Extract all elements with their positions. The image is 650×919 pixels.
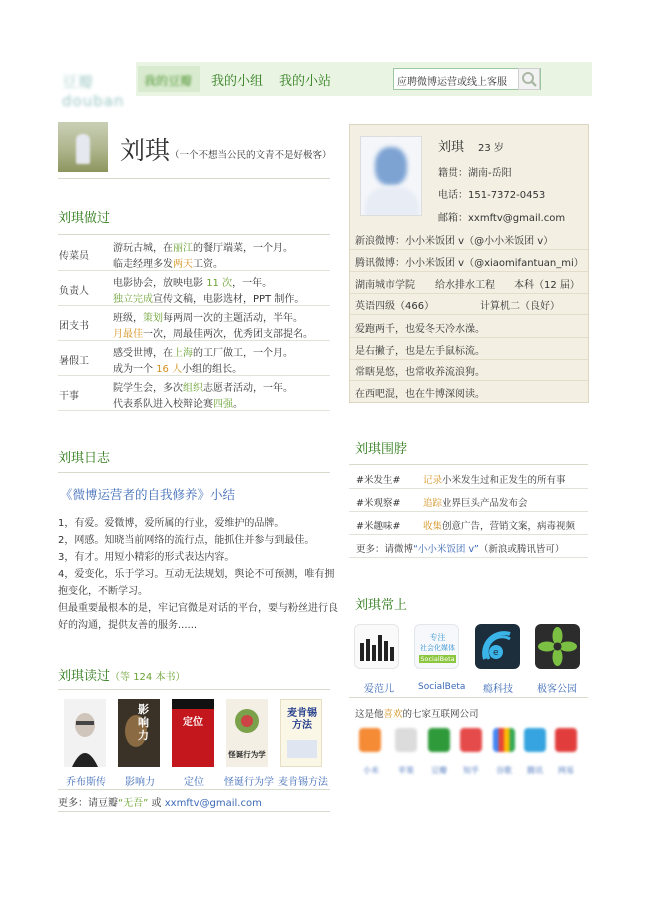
nav-my-group[interactable]: 我的小组 (211, 74, 264, 89)
profile-motto: （一个不想当公民的文青不是好极客） (170, 150, 332, 161)
card-school: 湖南城市学院 (355, 280, 415, 291)
blog-text-line: 1，有爱。爱微博，爱所属的行业，爱维护的品牌。 (58, 518, 285, 529)
card-sina-weibo: 新浪微博：小小米饭团 v（@小小米饭团 v） (355, 236, 554, 247)
experience-row: 传菜员 游玩古城，在丽江的餐厅端菜，一个月。 临走经理多发两天工资。 (58, 236, 330, 271)
card-name: 刘琪 (438, 140, 465, 155)
company-caption[interactable]: 知乎 (463, 766, 479, 775)
card-cet: 英语四级（466） (355, 301, 435, 312)
sites-title: 刘琪常上 (355, 598, 408, 613)
company-caption[interactable]: 小米 (363, 766, 379, 775)
douban-icon[interactable] (428, 728, 450, 752)
company-caption[interactable]: 网易 (558, 766, 574, 775)
search-button[interactable] (518, 68, 540, 90)
geekpark-icon[interactable] (535, 624, 580, 669)
divider (349, 697, 588, 698)
weibo-more-row: 更多：请微博“小小米饭团 v”（新浪或腾讯皆可） (349, 536, 588, 558)
company-caption[interactable]: 腾讯 (527, 766, 543, 775)
divider (349, 464, 588, 465)
card-hobby: 是右撇子，也是左手鼠标流。 (355, 346, 485, 357)
book-caption[interactable]: 乔布斯传 (66, 777, 106, 788)
books-title: 刘琪读过（等 124 本书） (58, 669, 186, 684)
divider (58, 811, 330, 812)
card-hobby: 在西吧混，也在牛博深阅读。 (355, 389, 485, 400)
companies-title: 这是他喜欢的七家互联网公司 (355, 709, 479, 720)
blog-text-line: 3，有才。用短小精彩的形式表达内容。 (58, 552, 235, 563)
book-cover-mckinsey[interactable]: 麦肯锡方法 (280, 699, 322, 767)
experience-title: 刘琪做过 (58, 211, 111, 226)
blog-text-line: 4，爱变化，乐于学习。互动无法规划，舆论不可预测，唯有拥 (58, 569, 335, 580)
experience-row: 干事 院学生会，多次组织志愿者活动，一年。 代表系队进入校辩论赛四强。 (58, 376, 330, 411)
divider (58, 178, 330, 179)
google-icon[interactable] (493, 728, 515, 752)
card-divider (350, 271, 588, 272)
card-age: 23 岁 (478, 143, 504, 154)
book-cover-influence[interactable]: 影响力 (118, 699, 160, 767)
blog-title: 刘琪日志 (58, 451, 111, 466)
book-cover-positioning[interactable]: 定位 (172, 699, 214, 767)
weibo-account-link[interactable]: “小小米饭团 v” (413, 544, 479, 555)
book-caption[interactable]: 影响力 (125, 777, 155, 788)
card-hometown: 籍贯：湖南-岳阳 (438, 168, 512, 179)
book-caption[interactable]: 怪诞行为学 (224, 777, 274, 788)
nav-my-douban[interactable]: 我的豆瓣 (138, 66, 200, 92)
divider (58, 689, 330, 690)
divider (58, 472, 330, 473)
card-divider (350, 337, 588, 338)
weibo-topic-row[interactable]: #米趣味# 收集创意广告，营销文案，病毒视频 (349, 513, 588, 535)
socialbeta-icon[interactable]: 专注 社会化媒体 SocialBeta (414, 624, 459, 669)
book-cover-predictably-irrational[interactable]: 怪诞行为学 (226, 699, 268, 767)
experience-row: 团支书 班级，策划每两周一次的主题活动，半年。 月最佳一次，周最佳两次，优秀团支部提名。 (58, 306, 330, 341)
site-caption[interactable]: SocialBeta (418, 682, 466, 692)
weibo-topic-row[interactable]: #米观察# 追踪业界巨头产品发布会 (349, 490, 588, 512)
blog-post-link[interactable]: 《微博运营者的自我修养》小结 (60, 487, 236, 502)
card-hobby: 常瞎晃悠，也常收养流浪狗。 (355, 367, 485, 378)
card-hobby: 爱跑两千，也爱冬天冷水澡。 (355, 324, 485, 335)
card-computer: 计算机二（良好） (480, 301, 560, 312)
svg-text:e: e (493, 648, 499, 658)
company-caption[interactable]: 豆瓣 (431, 766, 447, 775)
blog-text-line: 但最重要最根本的是，牢记官微是对话的平台，要与粉丝进行良 (58, 603, 338, 614)
blog-text-line: 2，网感。知晓当前网络的流行点，能抓住并参与到最佳。 (58, 535, 315, 546)
search-icon (519, 69, 539, 89)
zhihu-icon[interactable] (460, 728, 482, 752)
card-email: 邮箱：xxmftv@gmail.com (438, 213, 566, 224)
douban-logo[interactable]: 豆瓣 douban (58, 62, 136, 96)
card-phone: 电话：151-7372-0453 (438, 190, 546, 201)
engadget-icon[interactable] (475, 624, 520, 669)
apple-icon[interactable] (395, 728, 417, 752)
card-divider (350, 380, 588, 381)
site-caption[interactable]: 瘾科技 (483, 684, 513, 695)
book-cover-jobs[interactable] (64, 699, 106, 767)
card-major: 给水排水工程 (435, 280, 495, 291)
site-caption[interactable]: 爱范儿 (364, 684, 394, 695)
nav-my-site[interactable]: 我的小站 (279, 74, 332, 89)
card-tencent-weibo: 腾讯微博：小小米饭团 v（@xiaomifantuan_mi） (355, 258, 584, 269)
book-caption[interactable]: 定位 (184, 777, 204, 788)
card-divider (350, 249, 588, 250)
header-bar (58, 62, 592, 110)
card-divider (350, 359, 588, 360)
site-caption[interactable]: 极客公园 (537, 684, 577, 695)
blog-text-line: 抱变化，不断学习。 (58, 586, 148, 597)
company-caption[interactable]: 苹果 (398, 766, 414, 775)
experience-row: 负责人 电影协会，放映电影 11 次，一年。 独立完成宣传文稿，电影选材，PPT 制作。 (58, 271, 330, 306)
card-divider (350, 293, 588, 294)
search-input[interactable]: 应聘微博运营或线上客服 (393, 68, 541, 90)
weibo-topic-row[interactable]: #米发生# 记录小米发生过和正发生的所有事 (349, 467, 588, 489)
profile-photo (360, 136, 422, 216)
experience-row: 暑假工 感受世博，在上海的工厂做工，一个月。 成为一个 16 人小组的组长。 (58, 341, 330, 376)
book-caption[interactable]: 麦肯锡方法 (278, 777, 328, 788)
card-degree: 本科（12 届） (514, 280, 580, 291)
books-more: 更多：请豆瓣“无吾” 或 xxmftv@gmail.com (58, 798, 262, 809)
card-divider (350, 314, 588, 315)
profile-name: 刘琪 (120, 136, 171, 165)
company-caption[interactable]: 谷歌 (496, 766, 512, 775)
blog-text-line: 好的沟通，提供友善的服务...... (58, 620, 198, 631)
xiaomi-icon[interactable] (359, 728, 381, 752)
tencent-icon[interactable] (524, 728, 546, 752)
divider (58, 789, 330, 790)
ifanr-icon[interactable] (354, 624, 399, 669)
netease-icon[interactable] (555, 728, 577, 752)
avatar (58, 122, 108, 172)
weibo-title: 刘琪围脖 (355, 442, 408, 457)
divider (58, 234, 330, 235)
jobs-portrait (64, 699, 106, 767)
